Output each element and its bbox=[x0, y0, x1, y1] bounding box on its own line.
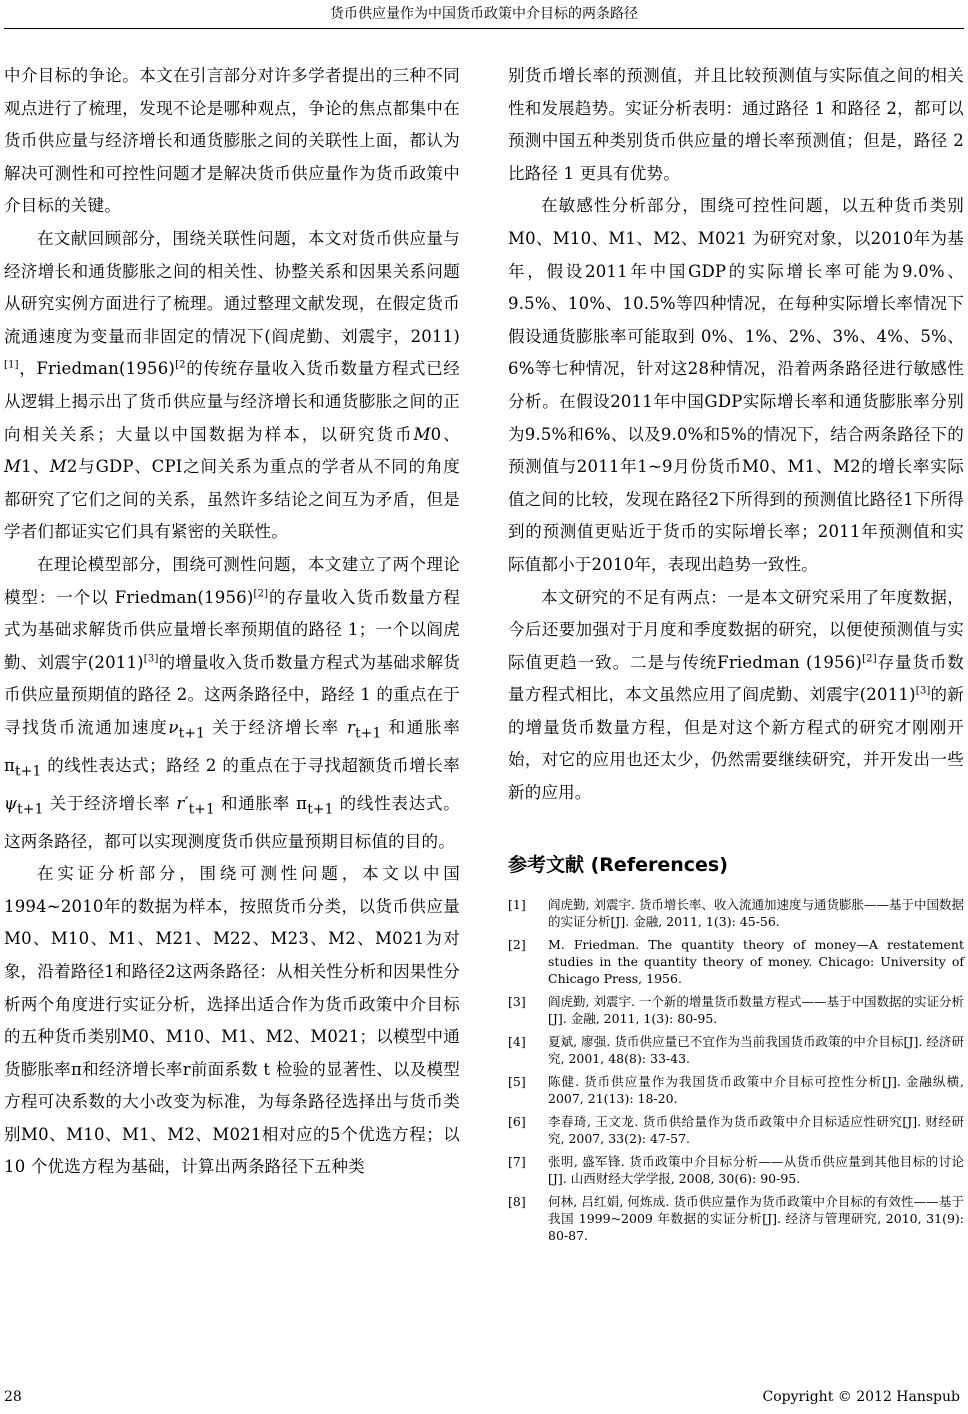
text-span: 的增量收入货币数量方程式为基础求解货币供应量预期值的路径 2。这两条路径中，路经 1 的重点在于寻找货币流通加速度 bbox=[4, 652, 460, 737]
reference-text: 陈健. 货币供应量作为我国货币政策中介目标可控性分析[J]. 金融纵横, 2007, 21(13): 18-20. bbox=[548, 1073, 964, 1106]
math-symbol: M bbox=[4, 457, 22, 477]
citation: [2] bbox=[862, 653, 877, 665]
math-symbol: r bbox=[346, 717, 356, 737]
header-rule bbox=[4, 28, 964, 29]
reference-item bbox=[508, 1073, 964, 1107]
reference-item bbox=[508, 1153, 964, 1187]
paragraph-intro-summary: 中介目标的争论。本文在引言部分对许多学者提出的三种不同观点进行了梳理，发现不论是哪种观点，争论的焦点都集中在货币供应量与经济增长和通货膨胀之间的关联性上面，都认为解决可测性和可控性问题才是解决货币供应量作为货币政策中介目标的关键。 bbox=[4, 66, 460, 216]
math-subscript: t+1 bbox=[307, 800, 334, 817]
reference-text: 何林, 吕红娟, 何炼成. 货币供应量作为货币政策中介目标的有效性——基于我国 1999~2009 年数据的实证分析[J]. 经济与管理研究, 2010, 31(9): 80-87. bbox=[548, 1193, 964, 1243]
reference-item bbox=[508, 896, 964, 930]
reference-item bbox=[508, 1033, 964, 1067]
reference-number: [1] bbox=[508, 896, 526, 912]
citation: [1] bbox=[4, 359, 19, 371]
references-heading: 参考文献 (References) bbox=[508, 853, 728, 876]
text-span: 的存量收入货币数量方程式为基础求解货币供应量增长率预期值的路径 1；一个以阎虎勤、刘震宇(2011) bbox=[4, 587, 460, 672]
reference-number: [5] bbox=[508, 1073, 526, 1089]
right-column bbox=[508, 60, 964, 1250]
reference-text: 阎虎勤, 刘震宇. 货币增长率、收入流通加速度与通货膨胀——基于中国数据的实证分析[J]. 金融, 2011, 1(3): 45-56. bbox=[548, 896, 964, 929]
reference-number: [2] bbox=[508, 936, 526, 952]
running-header: 货币供应量作为中国货币政策中介目标的两条路径 bbox=[330, 6, 638, 22]
text-span: 的新的增量货币数量方程，但是对这个新方程式的研究才刚刚开始，对它的应用也还太少，仍然需要继续研究，并开发出一些新的应用。 bbox=[508, 685, 964, 803]
reference-text: 张明, 盛军锋. 货币政策中介目标分析——从货币供应量到其他目标的讨论[J]. 山西财经大学学报, 2008, 30(6): 90-95. bbox=[548, 1153, 964, 1186]
reference-text: M. Friedman. The quantity theory of money—A restatement studies in the quantity theory of money. Chicago: University of Chicago Press, 1956. bbox=[548, 936, 964, 986]
math-subscript: t+1 bbox=[178, 725, 206, 742]
text-span: 和通胀率 bbox=[381, 717, 460, 737]
paragraph-theoretical-model bbox=[4, 549, 460, 858]
reference-number: [4] bbox=[508, 1033, 526, 1049]
text-span: 关于经济增长率 bbox=[43, 793, 177, 813]
text-span: 在理论模型部分，围绕可测性问题，本文建立了两个理论模型：一个以 Friedman(1956) bbox=[4, 554, 460, 607]
text-span: 的线性表达式。这两条路径，都可以实现测度货币供应量预期目标值的目的。 bbox=[4, 793, 460, 851]
reference-number: [7] bbox=[508, 1153, 526, 1169]
citation: [2 bbox=[175, 359, 186, 371]
reference-item bbox=[508, 993, 964, 1027]
math-subscript: t+1 bbox=[17, 800, 44, 817]
left-column bbox=[4, 60, 460, 1184]
text-span: 1、 bbox=[21, 457, 50, 477]
paragraph-literature-review bbox=[4, 223, 460, 549]
paragraph-sensitivity-analysis: 在敏感性分析部分，围绕可控性问题，以五种货币类别 M0、M10、M1、M2、M021 为研究对象，以2010年为基年，假设2011年中国GDP的实际增长率可能为9.0%、9.5%、10%、10.5%等四种情况，在每种实际增长率情况下假设通货膨胀率可能取到 0%、1%、2%、3%、4%、5%、6%等七种情况，针对这28种情况，沿着两条路径进行敏感性分析。在假设2011年中国GDP实际增长率和通货膨胀率分别为9.5%和6%、以及9.0%和5%的情况下，结合两条路径下的预测值与2011年1~9月份货币M0、M1、M2的增长率实际值之间的比较，发现在路径2下所得到的预测值比路径1下所得到的预测值更贴近于货币的实际增长率；2011年预测值和实际值都小于2010年，表现出趋势一致性。 bbox=[508, 196, 964, 574]
citation: [2] bbox=[253, 588, 269, 599]
text-span: 存量货币数量方程式相比，本文虽然应用了阎虎勤、刘震宇(2011) bbox=[508, 652, 965, 705]
copyright-notice: Copyright © 2012 Hanspub bbox=[762, 1389, 960, 1405]
reference-list bbox=[508, 896, 964, 1244]
math-symbol: π bbox=[296, 793, 308, 813]
reference-item bbox=[508, 1193, 964, 1244]
paragraph-forecast-comparison: 别货币增长率的预测值，并且比较预测值与实际值之间的相关性和发展趋势。实证分析表明：通过路径 1 和路径 2，都可以预测中国五种类别货币供应量的增长率预测值；但是，路径 2 比路径 1 更具有优势。 bbox=[508, 66, 964, 183]
reference-text: 夏斌, 廖强. 货币供应量已不宜作为当前我国货币政策的中介目标[J]. 经济研究, 2001, 48(8): 33-43. bbox=[548, 1033, 964, 1066]
text-span: 0、 bbox=[430, 424, 460, 444]
text-span: 2与GDP、CPI之间关系为重点的学者从不同的角度都研究了它们之间的关系，虽然许多结论之间互为矛盾，但是学者们都证实它们具有紧密的关联性。 bbox=[4, 457, 460, 542]
math-symbol: ψ bbox=[4, 793, 18, 813]
citation: [3] bbox=[915, 685, 931, 697]
math-symbol: r′ bbox=[176, 793, 189, 813]
text-span: 的线性表达式；路经 2 的重点在于寻找超额货币增长率 bbox=[41, 755, 460, 775]
text-span: 本文研究的不足有两点：一是本文研究采用了年度数据，今后还要加强对于月度和季度数据的研究，以便使预测值与实际值更趋一致。二是与传统Friedman (1956) bbox=[508, 587, 964, 672]
math-symbol: ν bbox=[168, 717, 179, 737]
reference-item bbox=[508, 936, 964, 987]
reference-text: 阎虎勤, 刘震宇. 一个新的增量货币数量方程式——基于中国数据的实证分析[J]. 金融, 2011, 1(3): 80-95. bbox=[548, 993, 964, 1026]
citation: [3] bbox=[143, 653, 159, 665]
math-symbol: π bbox=[4, 755, 16, 775]
reference-number: [8] bbox=[508, 1193, 526, 1209]
reference-text: 李春琦, 王文龙. 货币供给量作为货币政策中介目标适应性研究[J]. 财经研究, 2007, 33(2): 47-57. bbox=[548, 1113, 964, 1146]
text-span: ，Friedman(1956) bbox=[18, 359, 176, 379]
math-subscript: t+1 bbox=[15, 763, 42, 780]
math-subscript: t+1 bbox=[355, 725, 382, 742]
paragraph-limitations bbox=[508, 582, 964, 810]
math-subscript: t+1 bbox=[188, 800, 215, 817]
text-span: 的传统存量收入货币数量方程式已经从逻辑上揭示出了货币供应量与经济增长和通货膨胀之间的正向相关关系；大量以中国数据为样本，以研究货币 bbox=[4, 359, 461, 444]
page-number: 28 bbox=[4, 1389, 22, 1405]
reference-number: [6] bbox=[508, 1113, 526, 1129]
text-span: 关于经济增长率 bbox=[205, 717, 347, 737]
math-symbol: M bbox=[413, 424, 431, 444]
paragraph-empirical-analysis: 在实证分析部分，围绕可测性问题，本文以中国1994~2010年的数据为样本，按照货币分类，以货币供应量M0、M10、M1、M21、M22、M23、M2、M021为对象，沿着路径1和路径2这两条路径：从相关性分析和因果性分析两个角度进行实证分析，选择出适合作为货币政策中介目标的五种货币类别M0、M10、M1、M2、M021；以模型中通货膨胀率π和经济增长率r前面系数 t 检验的显著性、以及模型方程可决系数的大小改变为标准，为每条路径选择出与货币类别M0、M10、M1、M2、M021相对应的5个优选方程；以 10 个优选方程为基础，计算出两条路径下五种类 bbox=[4, 864, 460, 1177]
text-span: 和通胀率 bbox=[214, 793, 297, 813]
text-span: 在文献回顾部分，围绕关联性问题，本文对货币供应量与经济增长和通货膨胀之间的相关性、协整关系和因果关系问题从研究实例方面进行了梳理。通过整理文献发现，在假定货币流通速度为变量而非固定的情况下(阎虎勤、刘震宇，2011) bbox=[4, 228, 460, 346]
math-symbol: M bbox=[49, 457, 67, 477]
reference-number: [3] bbox=[508, 993, 526, 1009]
reference-item bbox=[508, 1113, 964, 1147]
